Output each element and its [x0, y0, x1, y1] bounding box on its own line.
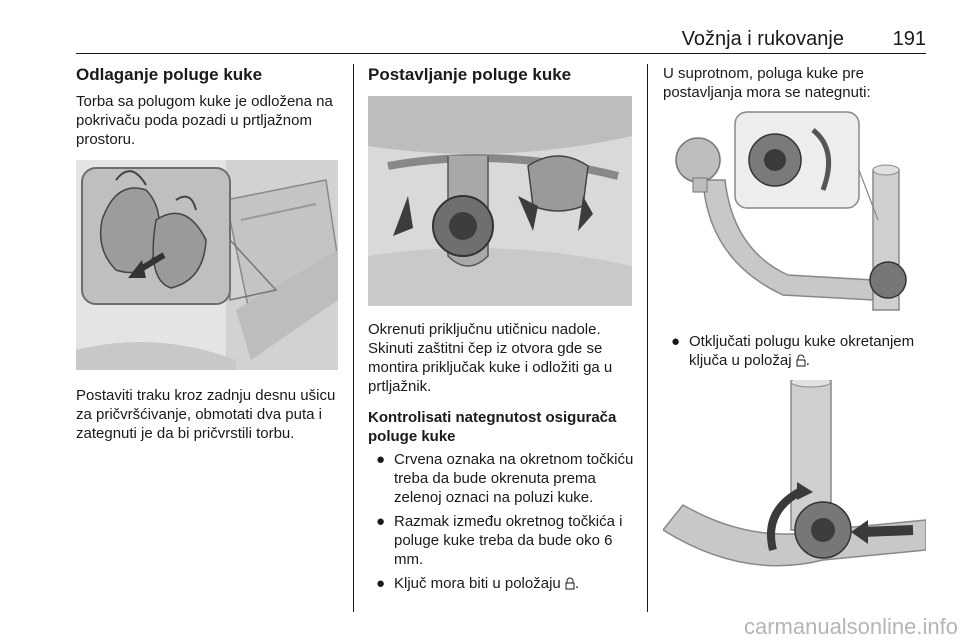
watermark: carmanualsonline.info: [743, 614, 958, 639]
caption-strap-text: Postaviti traku kroz zadnju desnu ušicu za pričvršćivanje, obmotati dva puta i zategnuti je da bi pričvrstili torbu.: [76, 387, 336, 442]
list-item: ● Otključati polugu kuke okretanjem ključa u položaj .: [671, 333, 915, 369]
column-1: [76, 64, 341, 149]
figure-knob-rotation: [663, 380, 926, 580]
figure-underbody-socket: [368, 96, 632, 306]
lock-open-icon: [796, 354, 806, 367]
column-2: [368, 64, 638, 86]
bullet-icon: ●: [376, 575, 386, 592]
bullet-icon: ●: [376, 451, 386, 468]
tension-instructions: U suprotnom, poluga kuke pre postavljanja mora se nategnuti:: [663, 65, 871, 101]
column-3-body: [663, 332, 928, 375]
section-title: Vožnja i rukovanje: [681, 28, 844, 50]
list-item: ● Crvena oznaka na okretnom točkiću treba da bude okrenuta prema zelenoj oznaci na poluzi kuke.: [376, 451, 634, 506]
column-divider-1: [353, 64, 354, 612]
column-divider-2: [647, 64, 648, 612]
figure-trunk-bag: [76, 160, 338, 370]
tension-check-list: [368, 450, 640, 593]
list-item: ● Ključ mora biti u položaju .: [376, 575, 580, 592]
intro-text: Torba sa polugom kuke je odložena na pokrivaču poda pozadi u prtljažnom prostoru.: [76, 93, 333, 148]
column-2-body: [368, 320, 640, 598]
figure-towbar-key: [663, 110, 926, 316]
socket-instructions: Okrenuti priključnu utičnicu nadole. Skinuti zaštitni čep iz otvora gde se montira priključak kuke i odložiti ga u prtljažnik.: [368, 321, 613, 395]
header-divider: [76, 53, 926, 54]
heading-installing-lever: Postavljanje poluge kuke: [368, 65, 572, 84]
bullet-icon: ●: [376, 513, 386, 530]
bullet-icon: ●: [671, 333, 681, 350]
list-item: ● Razmak između okretnog točkića i poluge kuke treba da bude oko 6 mm.: [376, 513, 623, 568]
heading-storing-lever: Odlaganje poluge kuke: [76, 65, 263, 84]
column-1-caption: [76, 386, 341, 443]
page-number: 191: [892, 28, 926, 50]
subheading-check-tension: Kontrolisati nategnutost osigurača poluge kuke: [368, 409, 617, 445]
page-header: [76, 26, 926, 52]
unlock-list: [663, 332, 928, 370]
column-3: [663, 64, 928, 102]
lock-closed-icon: [565, 577, 575, 590]
